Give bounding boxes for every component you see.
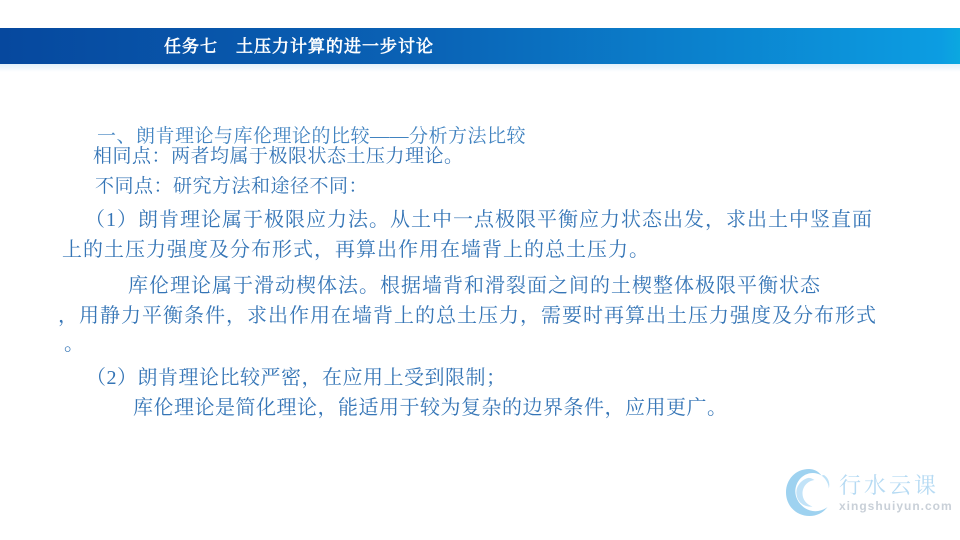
slide-header-bar <box>0 28 960 64</box>
body-line-point1-a: （1）朗肯理论属于极限应力法。从土中一点极限平衡应力状态出发，求出土中竖直面 <box>85 209 873 231</box>
watermark-text <box>839 466 953 513</box>
body-line-point2-a: （2）朗肯理论比较严密，在应用上受到限制； <box>86 367 507 389</box>
wave-logo-icon <box>783 466 835 520</box>
body-line-coulomb-c: 。 <box>64 333 85 355</box>
body-line-point2-b: 库伦理论是简化理论，能适用于较为复杂的边界条件，应用更广。 <box>133 397 728 419</box>
body-line-same-point: 相同点：两者均属于极限状态土压力理论。 <box>93 146 464 167</box>
watermark-brand: 行水云课 <box>839 473 940 498</box>
watermark-url: xingshuiyun.com <box>839 499 953 513</box>
watermark <box>783 466 953 520</box>
body-line-diff-point: 不同点：研究方法和途径不同： <box>95 176 369 197</box>
body-line-point1-b: 上的土压力强度及分布形式，再算出作用在墙背上的总土压力。 <box>62 239 650 261</box>
body-line-coulomb-a: 库伦理论属于滑动楔体法。根据墙背和滑裂面之间的土楔整体极限平衡状态 <box>128 275 821 297</box>
slide-title: 任务七 土压力计算的进一步讨论 <box>164 37 434 56</box>
header-shadow <box>0 64 960 72</box>
body-line-coulomb-b: ，用静力平衡条件，求出作用在墙背上的总土压力，需要时再算出土压力强度及分布形式 <box>58 305 877 327</box>
body-line-heading: 一、朗肯理论与库伦理论的比较——分析方法比较 <box>97 126 527 147</box>
